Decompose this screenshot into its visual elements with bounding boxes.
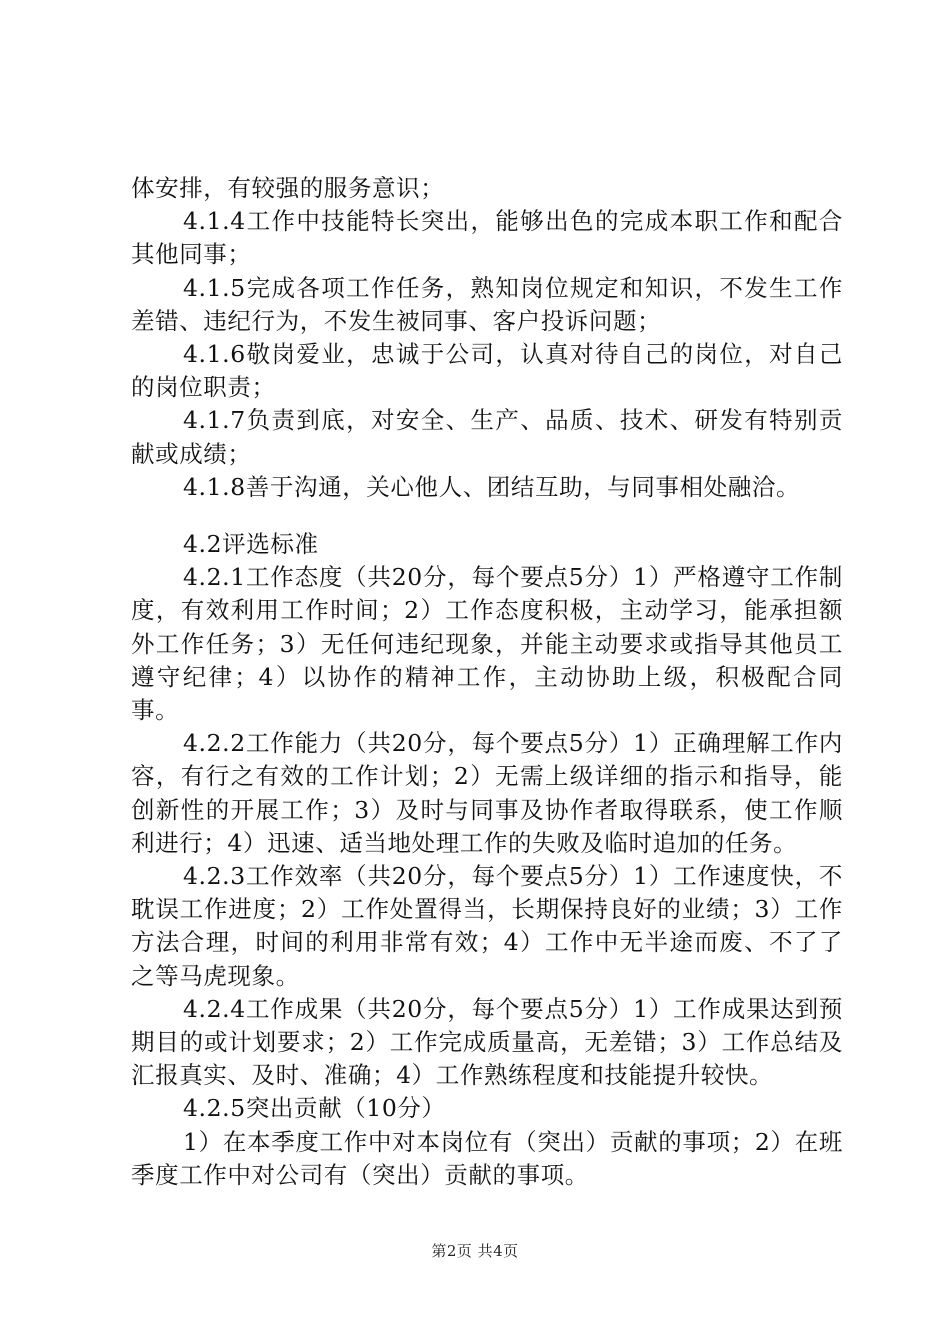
paragraph-4-2-5-detail: 1）在本季度工作中对本岗位有（突出）贡献的事项；2）在班季度工作中对公司有（突出）贡献的事项。 — [131, 1127, 843, 1189]
paragraph-4-1-8: 4.1.8善于沟通，关心他人、团结互助，与同事相处融洽。 — [183, 472, 801, 501]
paragraph-4-1-7: 4.1.7负责到底，对安全、生产、品质、技术、研发有特别贡献或成绩； — [131, 406, 843, 468]
paragraph-4-1-6: 4.1.6敬岗爱业，忠诚于公司，认真对待自己的岗位，对自己的岗位职责； — [131, 340, 843, 402]
section-heading-4-2: 4.2评选标准 — [183, 530, 319, 559]
paragraph-4-1-4: 4.1.4工作中技能特长突出，能够出色的完成本职工作和配合其他同事； — [131, 207, 843, 269]
paragraph-continuation: 体安排，有较强的服务意识； — [131, 174, 445, 202]
paragraph-4-2-1: 4.2.1工作态度（共20分，每个要点5分）1）严格遵守工作制度，有效利用工作时间；2）工作态度积极，主动学习，能承担额外工作任务；3）无任何违纪现象，并能主动要求或指导其他员工遵守纪律；4）以协作的精神工作，主动协助上级，积极配合同事。 — [131, 563, 843, 725]
paragraph-4-2-4: 4.2.4工作成果（共20分，每个要点5分）1）工作成果达到预期目的或计划要求；2）工作完成质量高，无差错；3）工作总结及汇报真实、及时、准确；4）工作熟练程度和技能提升较快。 — [131, 994, 843, 1090]
paragraph-4-2-5: 4.2.5突出贡献（10分） — [183, 1094, 446, 1123]
document-body — [131, 172, 843, 1192]
paragraph-4-2-2: 4.2.2工作能力（共20分，每个要点5分）1）正确理解工作内容，有行之有效的工作计划；2）无需上级详细的指示和指导，能创新性的开展工作；3）及时与同事及协作者取得联系，使工作顺利进行；4）迅速、适当地处理工作的失败及临时追加的任务。 — [131, 729, 843, 857]
page-footer: 第2页 共4页 — [431, 1242, 519, 1260]
paragraph-4-2-3: 4.2.3工作效率（共20分，每个要点5分）1）工作速度快，不耽误工作进度；2）工作处置得当，长期保持良好的业绩；3）工作方法合理，时间的利用非常有效；4）工作中无半途而废、不了了之等马虎现象。 — [131, 862, 843, 990]
paragraph-4-1-5: 4.1.5完成各项工作任务，熟知岗位规定和知识，不发生工作差错、违纪行为，不发生被同事、客户投诉问题； — [131, 273, 843, 335]
